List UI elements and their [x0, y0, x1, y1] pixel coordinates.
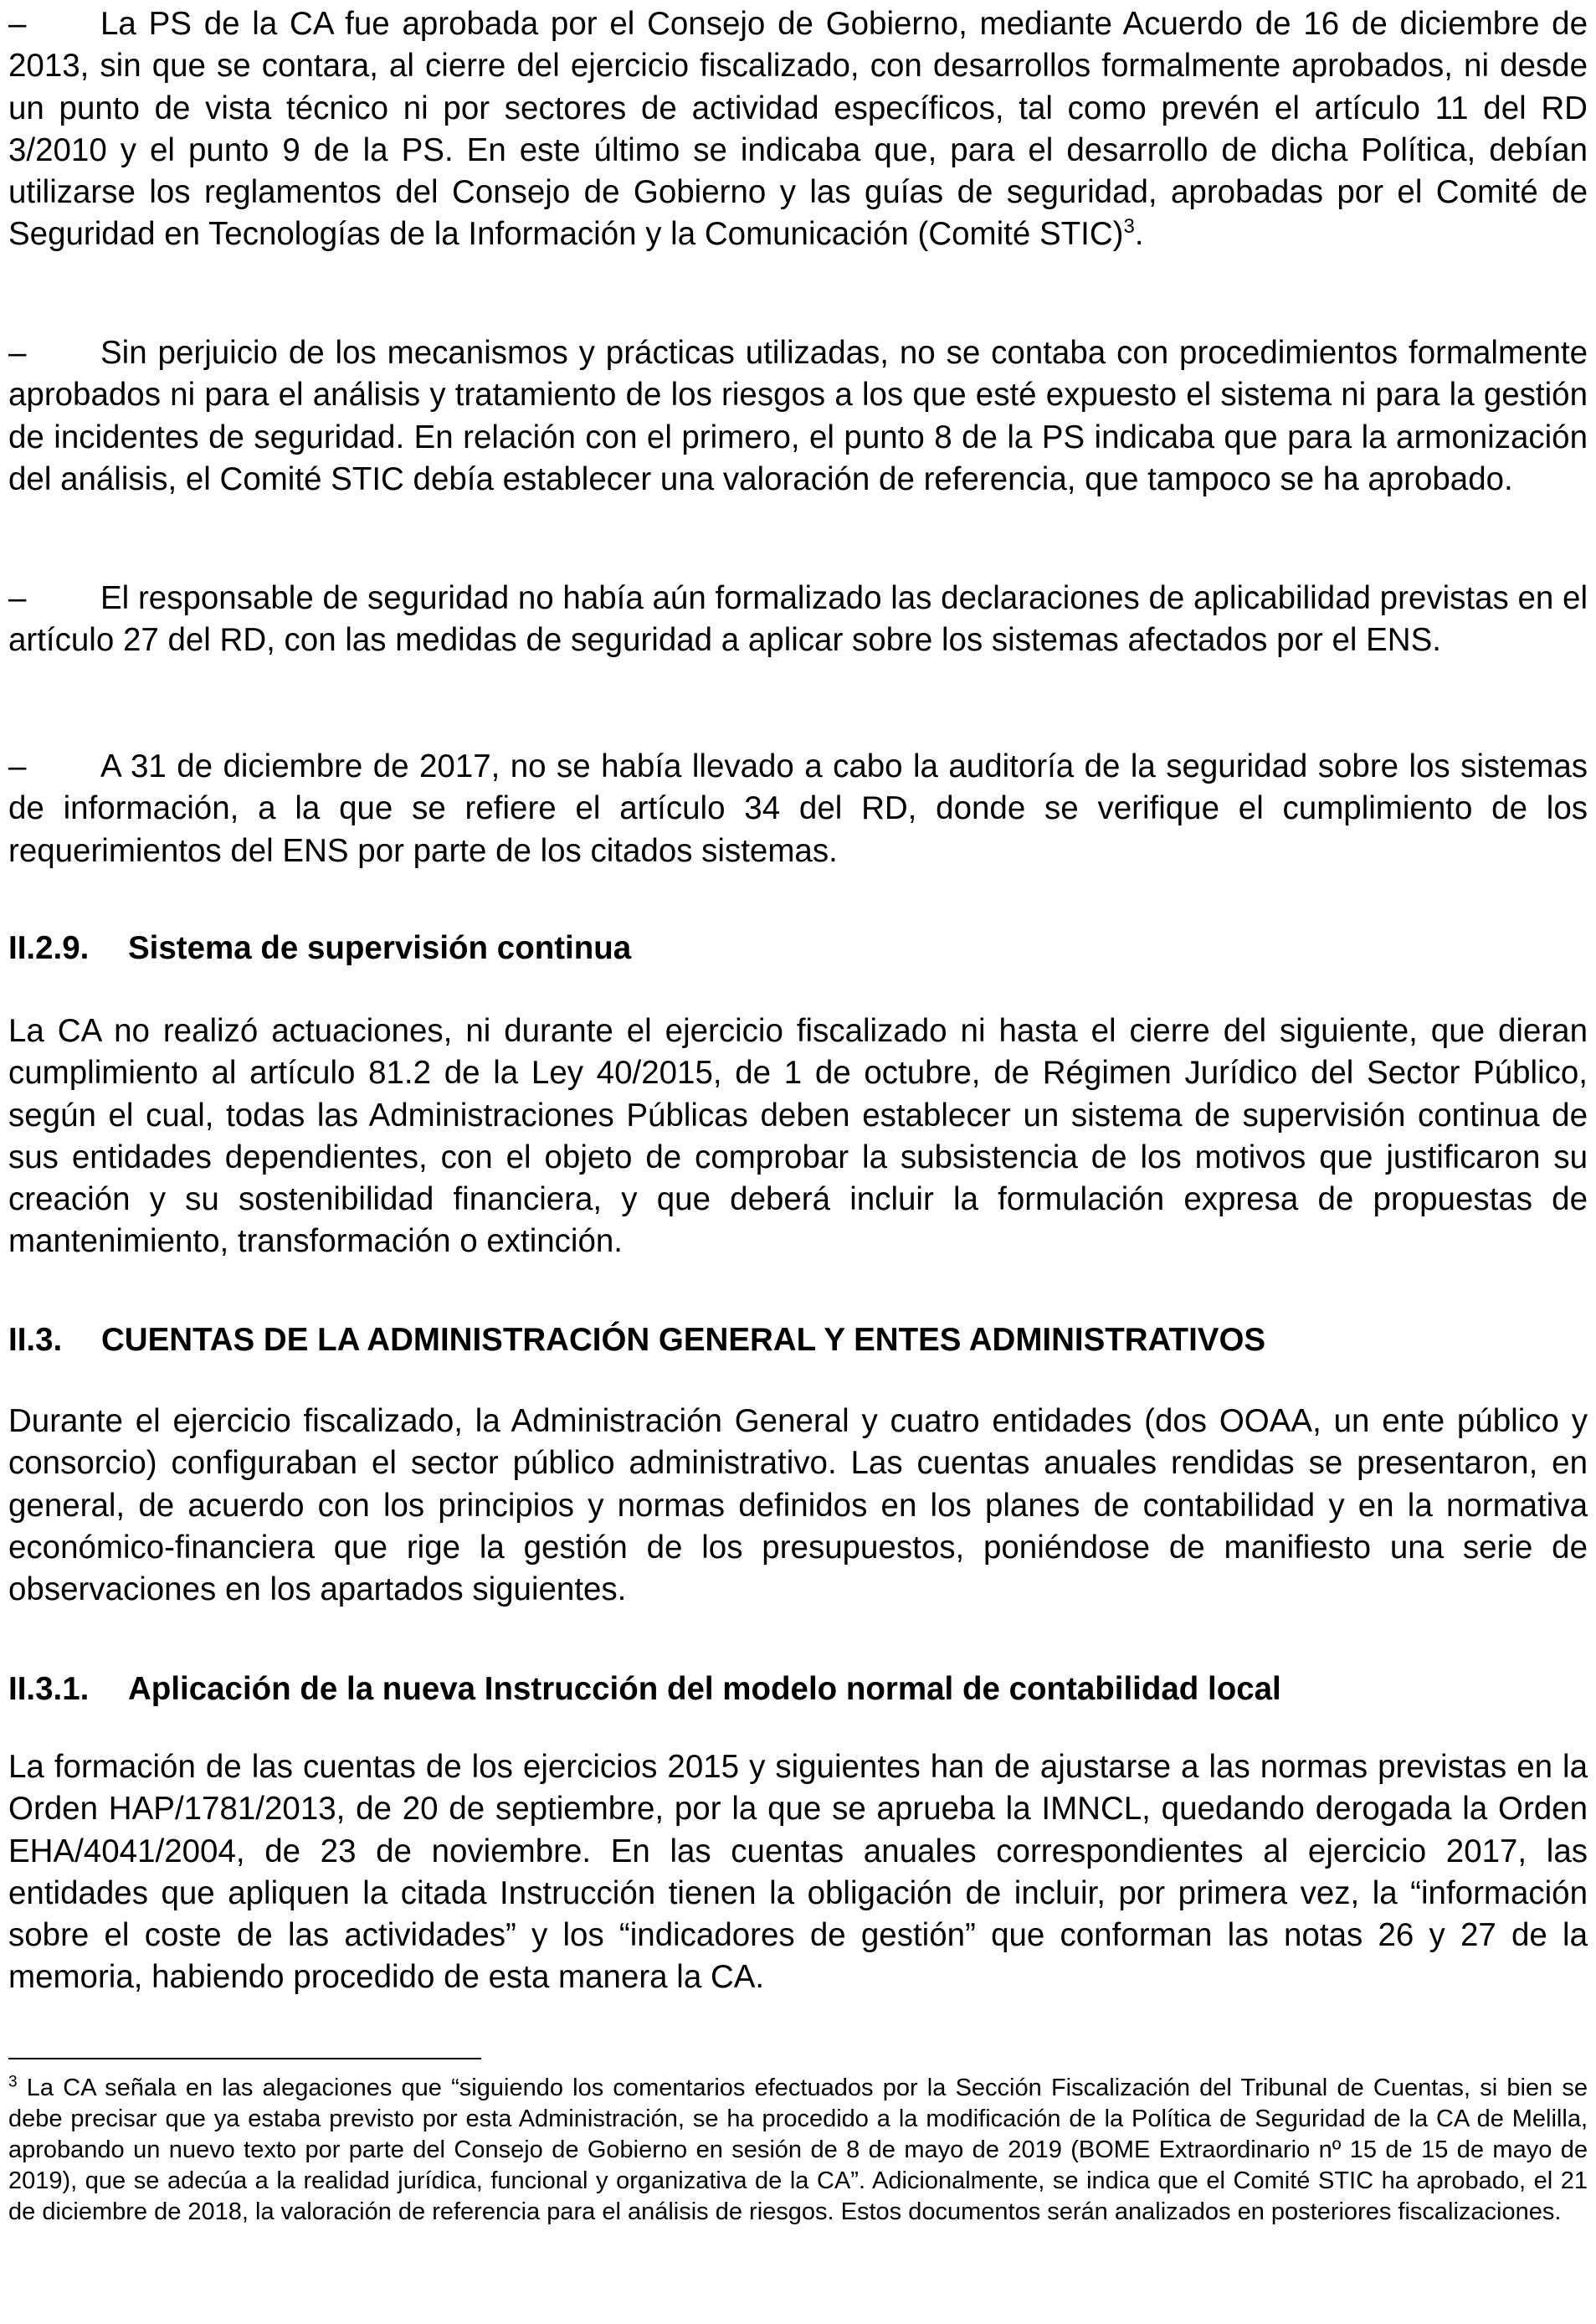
- bullet-dash-marker: –: [8, 335, 27, 371]
- footnote-3: [8, 2073, 1588, 2228]
- bullet-text-end: .: [1134, 216, 1144, 253]
- section-heading-ii-3: [8, 1319, 1588, 1361]
- bullet-paragraph-2: [8, 332, 1588, 501]
- footnote-marker: 3: [8, 2073, 18, 2091]
- footnote-text: La CA señala en las alegaciones que “siguiendo los comentarios efectuados por la Sección Fiscalización del Tribunal de Cuentas, si bien se debe precisar que ya estaba previsto por esta Administración, se ha procedido a la modificación de la Política de Seguridad de la CA de Melilla, aprobando un nuevo texto por parte del Consejo de Gobierno en sesión de 8 de mayo de 2019 (BOME Extraordinario nº 15 de 15 de mayo de 2019), que se adecúa a la realidad jurídica, funcional y organizativa de la CA”. Adicionalmente, se indica que el Comité STIC ha aprobado, el 21 de diciembre de 2018, la valoración de referencia para el análisis de riesgos. Estos documentos serán analizados en posteriores fiscalizaciones.: [8, 2075, 1588, 2225]
- section-number: II.3.1.: [8, 1671, 90, 1707]
- footnote-reference[interactable]: 3: [1123, 215, 1135, 239]
- bullet-dash-marker: –: [8, 748, 27, 784]
- bullet-text: Sin perjuicio de los mecanismos y prácticas utilizadas, no se contaba con procedimientos formalmente aprobados ni para el análisis y tratamiento de los riesgos a los que esté expuesto el sistema ni para la gestión de incidentes de seguridad. En relación con el primero, el punto 8 de la PS indicaba que para la armonización del análisis, el Comité STIC debía establecer una valoración de referencia, que tampoco se ha aprobado.: [8, 335, 1588, 497]
- bullet-dash-marker: –: [8, 6, 27, 42]
- bullet-paragraph-4: [8, 746, 1588, 872]
- bullet-text: El responsable de seguridad no había aún formalizado las declaraciones de aplicabilidad previstas en el artículo 27 del RD, con las medidas de seguridad a aplicar sobre los sistemas afectados por el ENS.: [8, 580, 1588, 659]
- section-heading-ii-3-1: [8, 1668, 1588, 1710]
- section-heading-ii-2-9: [8, 928, 1588, 969]
- bullet-text: A 31 de diciembre de 2017, no se había llevado a cabo la auditoría de la seguridad sobre los sistemas de información, a la que se refiere el artículo 34 del RD, donde se verifique el cumplimiento de los requerimientos del ENS por parte de los citados sistemas.: [8, 748, 1588, 869]
- section-title: Sistema de supervisión continua: [128, 930, 632, 966]
- section-title: CUENTAS DE LA ADMINISTRACIÓN GENERAL Y ENTES ADMINISTRATIVOS: [101, 1322, 1266, 1358]
- section-title: Aplicación de la nueva Instrucción del modelo normal de contabilidad local: [128, 1671, 1281, 1707]
- section-number: II.3.: [8, 1322, 63, 1358]
- bullet-paragraph-1: [8, 3, 1588, 256]
- section-body-ii-3: Durante el ejercicio fiscalizado, la Administración General y cuatro entidades (dos OOAA, un ente público y consorcio) configuraban el sector público administrativo. Las cuentas anuales rendidas se presentaron, en general, de acuerdo con los principios y normas definidos en los planes de contabilidad y en la normativa económico-financiera que rige la gestión de los presupuestos, poniéndose de manifiesto una serie de observaciones en los apartados siguientes.: [8, 1403, 1588, 1608]
- bullet-dash-marker: –: [8, 580, 27, 616]
- footnote-separator: [8, 2058, 481, 2059]
- bullet-paragraph-3: [8, 578, 1588, 662]
- section-body-ii-3-1: La formación de las cuentas de los ejercicios 2015 y siguientes han de ajustarse a las normas previstas en la Orden HAP/1781/2013, de 20 de septiembre, por la que se aprueba la IMNCL, quedando derogada la Orden EHA/4041/2004, de 23 de noviembre. En las cuentas anuales correspondientes al ejercicio 2017, las entidades que apliquen la citada Instrucción tienen la obligación de incluir, por primera vez, la “información sobre el coste de las actividades” y los “indicadores de gestión” que conforman las notas 26 y 27 de la memoria, habiendo procedido de esta manera la CA.: [8, 1749, 1588, 1996]
- bullet-text: La PS de la CA fue aprobada por el Consejo de Gobierno, mediante Acuerdo de 16 de diciembre de 2013, sin que se contara, al cierre del ejercicio fiscalizado, con desarrollos formalmente aprobados, ni desde un punto de vista técnico ni por sectores de actividad específicos, tal como prevén el artículo 11 del RD 3/2010 y el punto 9 de la PS. En este último se indicaba que, para el desarrollo de dicha Política, debían utilizarse los reglamentos del Consejo de Gobierno y las guías de seguridad, aprobadas por el Comité de Seguridad en Tecnologías de la Información y la Comunicación (Comité STIC): [8, 6, 1588, 253]
- section-body-ii-2-9: La CA no realizó actuaciones, ni durante el ejercicio fiscalizado ni hasta el cierre del siguiente, que dieran cumplimiento al artículo 81.2 de la Ley 40/2015, de 1 de octubre, de Régimen Jurídico del Sector Público, según el cual, todas las Administraciones Públicas deben establecer un sistema de supervisión continua de sus entidades dependientes, con el objeto de comprobar la subsistencia de los motivos que justificaron su creación y su sostenibilidad financiera, y que deberá incluir la formulación expresa de propuestas de mantenimiento, transformación o extinción.: [8, 1013, 1588, 1260]
- section-number: II.2.9.: [8, 930, 90, 966]
